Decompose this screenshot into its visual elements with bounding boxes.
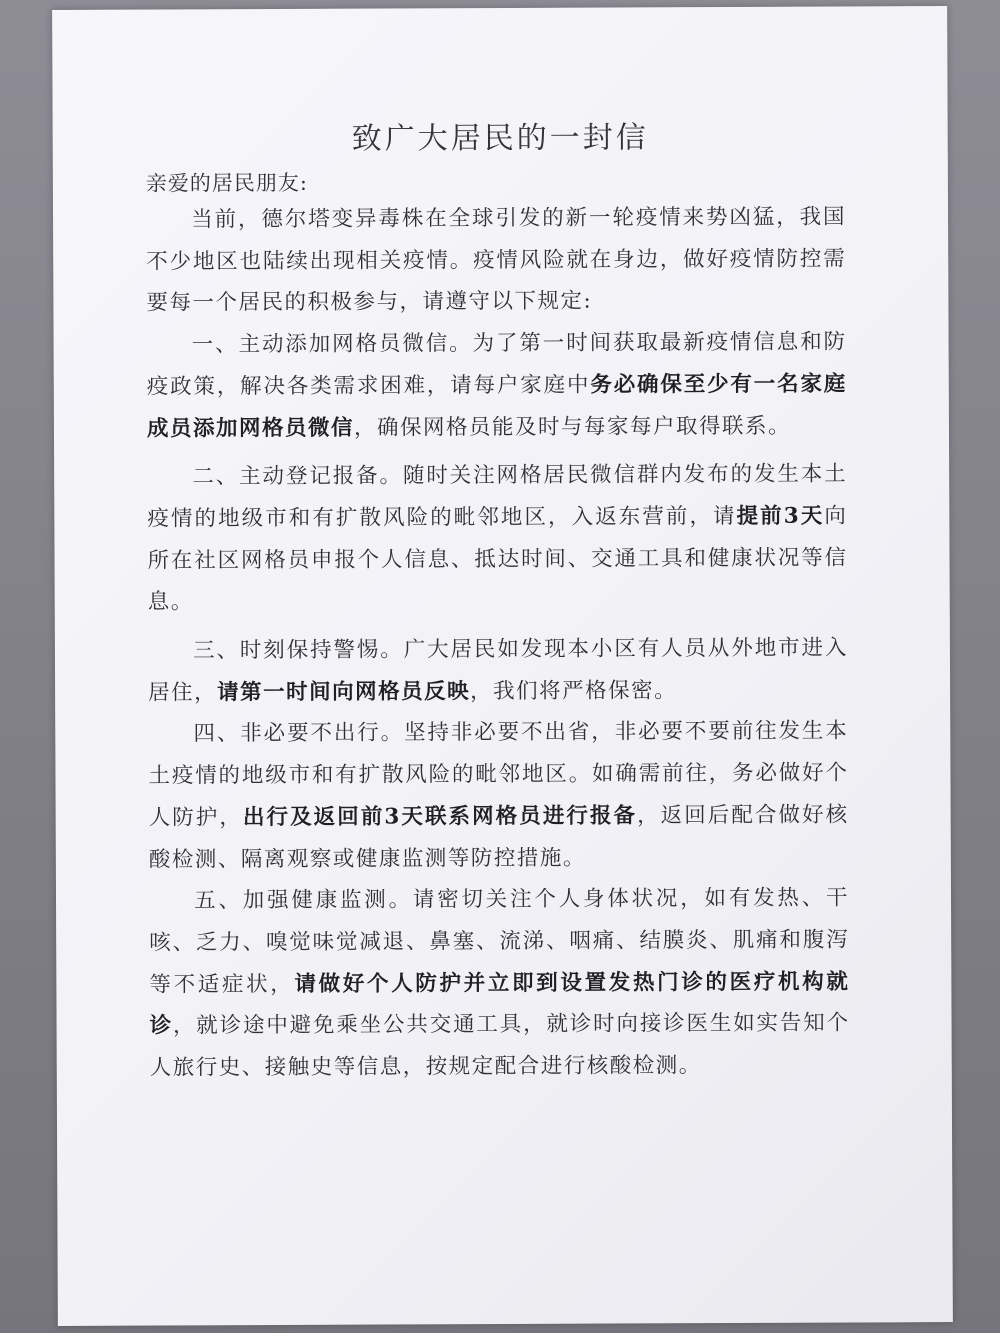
intro-paragraph: 当前，德尔塔变异毒株在全球引发的新一轮疫情来势凶猛，我国不少地区也陆续出现相关疫情。疫情风险就在身边，做好疫情防控需要每一个居民的积极参与，请遵守以下规定: — [146, 204, 847, 316]
item-2-paragraph — [147, 454, 848, 624]
item-1-emphasis: 务必确保至少有一名家庭成员添加网格员微信 — [146, 371, 847, 442]
item-3-paragraph — [148, 628, 848, 714]
salutation: 亲爱的居民朋友: — [145, 170, 309, 196]
item-5-emphasis: 请做好个人防护并立即到设置发热门诊的医疗机构就诊 — [149, 969, 850, 1039]
item-5-text: 五、加强健康监测。请密切关注个人身体状况，如有发热、干咳、乏力、嗅觉味觉减退、鼻塞、流涕、咽痛、结膜炎、肌痛和腹泻等不适症状， — [149, 885, 850, 998]
letter-title: 致广大居民的一封信 — [351, 120, 649, 157]
item-3-text: 三、时刻保持警惕。广大居民如发现本小区有人员从外地市进入居住， — [148, 635, 848, 706]
item-5-text-end: ，就诊途中避免乘坐公共交通工具，就诊时向接诊医生如实告知个人旅行史、接触史等信息，按规定配合进行核酸检测。 — [149, 1010, 850, 1081]
item-4-emphasis: 出行及返回前3天联系网格员进行报备 — [242, 803, 638, 830]
item-3-emphasis: 请第一时间向网格员反映 — [217, 678, 471, 705]
item-2-emphasis: 提前3天 — [736, 503, 825, 529]
paper-sheet — [52, 6, 953, 1326]
item-3-text-end: ，我们将严格保密。 — [470, 677, 678, 704]
item-1-text: 一、主动添加网格员微信。为了第一时间获取最新疫情信息和防疫政策，解决各类需求困难，请每户家庭中 — [146, 329, 847, 400]
item-1-text-end: ，确保网格员能及时与每家每户取得联系。 — [353, 413, 792, 441]
item-4-text-end: ，返回后配合做好核酸检测、隔离观察或健康监测等防控措施。 — [148, 802, 849, 873]
item-5-paragraph — [149, 878, 850, 1090]
item-2-text-end: 向所在社区网格员申报个人信息、抵达时间、交通工具和健康状况等信息。 — [147, 503, 848, 615]
item-2-text: 二、主动登记报备。随时关注网格居民微信群内发布的发生本土疫情的地级市和有扩散风险的毗邻地区，入返东营前，请 — [147, 461, 848, 532]
letter-body — [146, 196, 850, 1089]
item-4-paragraph — [148, 711, 849, 881]
item-1-paragraph — [147, 322, 848, 450]
item-4-text: 四、非必要不出行。坚持非必要不出省，非必要不要前往发生本土疫情的地级市和有扩散风险的毗邻地区。如确需前往，务必做好个人防护， — [148, 718, 849, 831]
